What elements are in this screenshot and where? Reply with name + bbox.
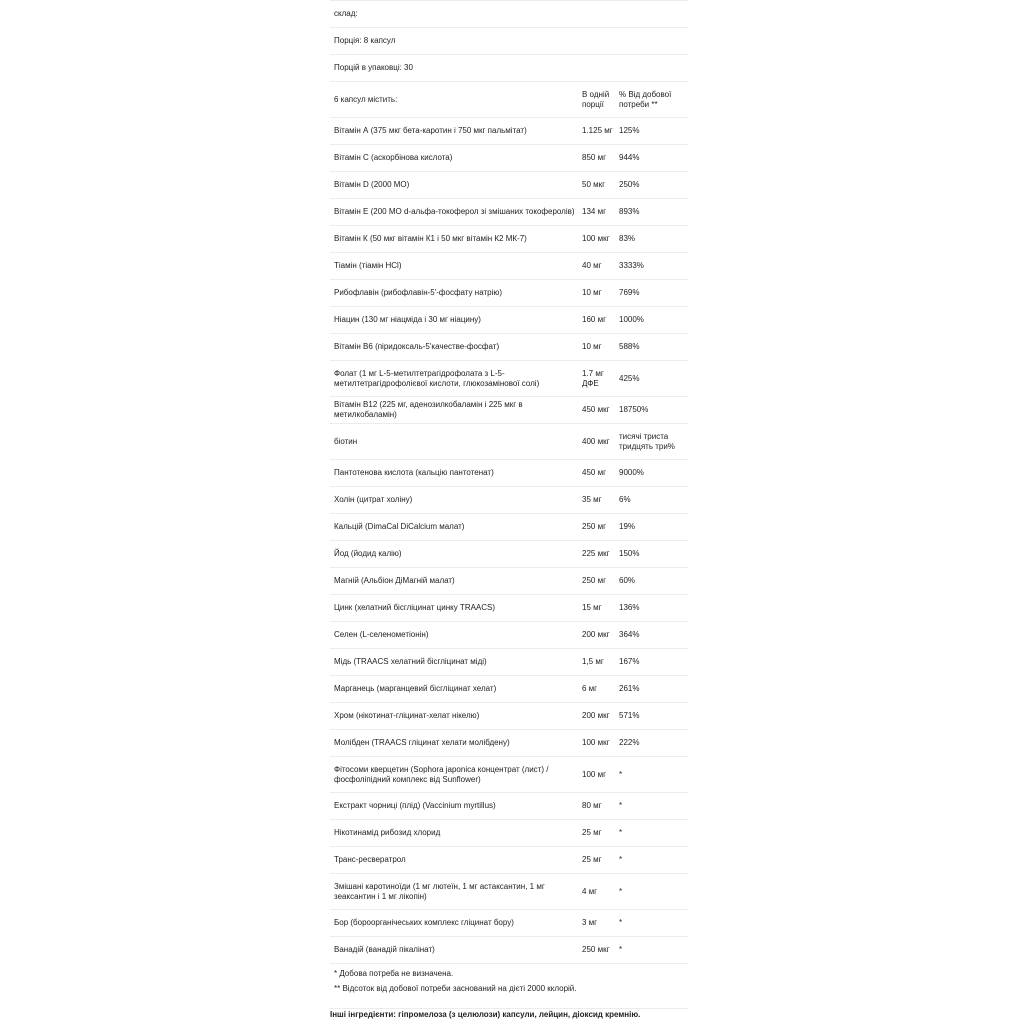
nutrient-name: Ванадій (ванадій пікалінат)	[334, 945, 435, 954]
nutrient-amount: 1.7 мг ДФЕ	[582, 368, 604, 388]
nutrient-name: Вітамін В12 (225 мг, аденозилкобаламін і 225 мкг в метилкобаламін)	[334, 400, 523, 419]
nutrient-name: Молібден (TRAACS гліцинат хелати молібдену)	[334, 738, 510, 747]
nutrient-daily-value: 769%	[619, 288, 640, 297]
nutrient-amount: 25 мг	[582, 855, 602, 864]
footnote-dv-basis: ** Відсоток від добової потреби заснований на дієті 2000 кклорій.	[334, 984, 577, 993]
table-row	[330, 460, 688, 487]
nutrient-amount: 400 мкг	[582, 436, 610, 446]
nutrient-daily-value: 250%	[619, 180, 640, 189]
nutrient-amount: 250 мг	[582, 522, 606, 531]
nutrient-amount: 200 мкг	[582, 630, 610, 639]
nutrient-name: Селен (L-селенометіонін)	[334, 630, 429, 639]
table-row	[330, 424, 688, 460]
nutrient-amount: 450 мг	[582, 468, 606, 477]
nutrient-daily-value: 167%	[619, 657, 640, 666]
nutrient-name: Вітамін К (50 мкг вітамін К1 і 50 мкг вітамін К2 МК-7)	[334, 234, 527, 243]
footnote-no-dv: * Добова потреба не визначена.	[334, 969, 454, 978]
nutrient-amount: 35 мг	[582, 495, 602, 504]
nutrient-daily-value: 588%	[619, 342, 640, 351]
nutrient-amount: 160 мг	[582, 315, 606, 324]
nutrient-daily-value: 136%	[619, 603, 640, 612]
nutrient-amount: 50 мкг	[582, 180, 606, 189]
nutrient-amount: 225 мкг	[582, 549, 610, 558]
other-ingredients: Інші інгредієнти: гіпромелоза (з целюлози) капсули, лейцин, діоксид кремнію.	[330, 1010, 641, 1019]
header-contents: 6 капсул містить:	[334, 94, 398, 104]
composition-row	[330, 1, 688, 28]
header-daily-value: % Від добової потреби **	[619, 89, 672, 109]
table-row	[330, 118, 688, 145]
nutrient-daily-value: 261%	[619, 684, 640, 693]
nutrient-amount: 15 мг	[582, 603, 602, 612]
table-row	[330, 199, 688, 226]
servings-per-container-row	[330, 55, 688, 82]
table-row	[330, 226, 688, 253]
nutrient-rows	[330, 118, 688, 964]
nutrient-name: Марганець (марганцевий бісгліцинат хелат)	[334, 684, 497, 693]
nutrient-amount: 850 мг	[582, 153, 606, 162]
nutrient-name: Пантотенова кислота (кальцію пантотенат)	[334, 468, 494, 477]
nutrient-name: Тіамін (тіамін HCl)	[334, 261, 402, 270]
nutrient-amount: 40 мг	[582, 261, 602, 270]
nutrient-amount: 134 мг	[582, 207, 606, 216]
nutrient-name: Екстракт чорниці (плід) (Vaccinium myrtillus)	[334, 801, 496, 810]
nutrient-amount: 200 мкг	[582, 711, 610, 720]
table-row	[330, 334, 688, 361]
nutrient-name: Цинк (хелатний бісгліцинат цинку TRAACS)	[334, 603, 496, 612]
nutrient-name: Холін (цитрат холіну)	[334, 495, 413, 504]
table-row	[330, 253, 688, 280]
nutrient-name: Змішані каротиноїди (1 мг лютеїн, 1 мг астаксантин, 1 мг зеаксантин і 1 мг лікопін)	[334, 881, 545, 901]
nutrient-amount: 450 мкг	[582, 405, 610, 414]
nutrient-daily-value: 3333%	[619, 261, 644, 270]
table-row	[330, 820, 688, 847]
nutrient-amount: 100 мкг	[582, 234, 610, 243]
nutrient-daily-value: 150%	[619, 549, 640, 558]
header-per-serving: В одній порції	[582, 89, 610, 109]
table-row	[330, 757, 688, 793]
nutrient-name: Фолат (1 мг L-5-метилтетрагідрофолата з L-5-метилтетрагідрофолієвої кислоти, глюкозамінової солі)	[334, 368, 540, 388]
nutrient-name: Йод (йодид калію)	[334, 549, 402, 558]
table-row	[330, 649, 688, 676]
nutrient-amount: 100 мг	[582, 769, 606, 779]
table-row	[330, 172, 688, 199]
nutrient-daily-value: *	[619, 828, 623, 837]
nutrient-amount: 100 мкг	[582, 738, 610, 747]
table-row	[330, 937, 688, 964]
table-row	[330, 541, 688, 568]
nutrient-daily-value: 425%	[619, 373, 640, 383]
nutrient-amount: 1.125 мг	[582, 126, 613, 135]
table-row	[330, 307, 688, 334]
nutrient-amount: 1,5 мг	[582, 657, 604, 666]
table-row	[330, 487, 688, 514]
table-row	[330, 280, 688, 307]
servings-per-container-label: Порцій в упаковці: 30	[334, 63, 413, 72]
nutrient-name: Бор (бороорганічеських комплекс гліцинат бору)	[334, 918, 514, 927]
nutrient-name: Вітамін D (2000 МО)	[334, 180, 410, 189]
nutrient-name: Вітамін В6 (піридоксаль-5'качестве-фосфат)	[334, 342, 500, 351]
table-row	[330, 874, 688, 910]
serving-size-label: Порція: 8 капсул	[334, 36, 396, 45]
table-row	[330, 793, 688, 820]
nutrient-daily-value: 19%	[619, 522, 636, 531]
nutrient-name: Хром (нікотинат-гліцинат-хелат нікелю)	[334, 711, 480, 720]
table-row	[330, 910, 688, 937]
table-row	[330, 730, 688, 757]
serving-size-row	[330, 28, 688, 55]
nutrient-daily-value: *	[619, 918, 623, 927]
table-row	[330, 847, 688, 874]
nutrient-daily-value: *	[619, 945, 623, 954]
table-row	[330, 622, 688, 649]
nutrient-daily-value: *	[619, 801, 623, 810]
nutrient-daily-value: 125%	[619, 126, 640, 135]
nutrient-name: Транс-ресвератрол	[334, 855, 406, 864]
nutrient-amount: 10 мг	[582, 342, 602, 351]
nutrient-name: Рибофлавін (рибофлавін-5'-фосфату натрію)	[334, 288, 503, 297]
nutrient-daily-value: 9000%	[619, 468, 644, 477]
nutrient-amount: 10 мг	[582, 288, 602, 297]
nutrient-amount: 250 мг	[582, 576, 606, 585]
nutrient-amount: 25 мг	[582, 828, 602, 837]
nutrient-name: біотин	[334, 436, 358, 446]
nutrient-daily-value: 571%	[619, 711, 640, 720]
nutrient-name: Кальцій (DimaCal DiCalcium малат)	[334, 522, 465, 531]
nutrient-name: Магній (Альбіон ДіМагній малат)	[334, 576, 455, 585]
table-row	[330, 595, 688, 622]
nutrient-name: Нікотинамід рибозид хлорид	[334, 828, 441, 837]
nutrient-daily-value: 944%	[619, 153, 640, 162]
nutrient-daily-value: *	[619, 769, 623, 779]
supplement-facts-table	[330, 0, 688, 964]
nutrient-amount: 250 мкг	[582, 945, 610, 954]
footnotes	[330, 966, 688, 1009]
nutrient-amount: 6 мг	[582, 684, 598, 693]
nutrient-amount: 80 мг	[582, 801, 602, 810]
nutrient-daily-value: 1000%	[619, 315, 644, 324]
nutrient-daily-value: 893%	[619, 207, 640, 216]
table-row	[330, 703, 688, 730]
nutrient-name: Ніацин (130 мг ніацміда і 30 мг ніацину)	[334, 315, 481, 324]
nutrient-daily-value: 83%	[619, 234, 636, 243]
table-row	[330, 361, 688, 397]
nutrient-daily-value: тисячі триста тридцять три%	[619, 431, 675, 451]
composition-label: склад:	[334, 9, 358, 18]
nutrient-amount: 3 мг	[582, 918, 598, 927]
nutrient-daily-value: 18750%	[619, 405, 649, 414]
table-row	[330, 145, 688, 172]
table-header-row	[330, 82, 688, 118]
table-row	[330, 676, 688, 703]
nutrient-name: Мідь (TRAACS хелатний бісгліцинат міді)	[334, 657, 487, 666]
nutrient-name: Вітамін С (аскорбінова кислота)	[334, 153, 453, 162]
nutrient-daily-value: 6%	[619, 495, 631, 504]
nutrient-daily-value: 60%	[619, 576, 636, 585]
nutrient-name: Вітамін Е (200 МО d-альфа-токоферол зі змішаних токоферолів)	[334, 207, 575, 216]
table-row	[330, 568, 688, 595]
nutrient-daily-value: 222%	[619, 738, 640, 747]
table-row	[330, 397, 688, 424]
nutrient-daily-value: *	[619, 886, 623, 896]
nutrient-amount: 4 мг	[582, 886, 598, 896]
nutrient-name: Вітамін А (375 мкг бета-каротин і 750 мкг пальмітат)	[334, 126, 527, 135]
nutrient-daily-value: 364%	[619, 630, 640, 639]
nutrient-daily-value: *	[619, 855, 623, 864]
table-row	[330, 514, 688, 541]
nutrient-name: Фітосоми кверцетин (Sophora japonica концентрат (лист) / фосфоліпідний комплекс від Sunflower)	[334, 764, 549, 784]
